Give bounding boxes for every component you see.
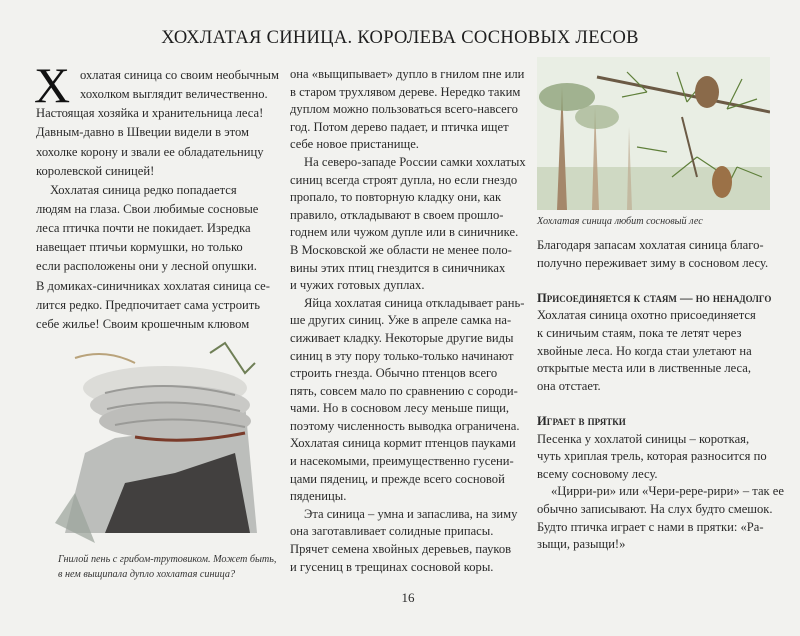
- text-line: дуплом можно пользоваться всего-навсего: [290, 102, 518, 117]
- text-line: чуть хриплая трель, которая разносится по: [537, 449, 767, 464]
- text-line: сиживает кладку. Некоторые другие виды: [290, 330, 514, 345]
- text-line: Будто птичка играет с нами в прятки: «Ра-: [537, 519, 764, 534]
- pine-forest-illustration: [537, 57, 770, 210]
- text-line: Хохлатая синица кормит птенцов пауками: [290, 436, 516, 451]
- text-line: леса птичка почти не покидает. Изредка: [36, 221, 251, 236]
- page-title: ХОХЛАТАЯ СИНИЦА. КОРОЛЕВА СОСНОВЫХ ЛЕСОВ: [161, 28, 639, 48]
- text-line: ше других синиц. Уже в апреле самка на-: [290, 313, 512, 328]
- right-image-caption: [537, 214, 777, 229]
- text-line: в старом трухлявом дереве. Нередко таким: [290, 84, 521, 99]
- text-line: чами. Но в сосновом лесу меньше пищи,: [290, 401, 510, 416]
- text-line: королевской синицей!: [36, 163, 155, 178]
- caption-line: Гнилой пень с грибом-трутовиком. Может быть,: [58, 554, 277, 565]
- paragraph-gap: [537, 395, 777, 413]
- text-line: хвойные леса. Но когда стаи улетают на: [537, 343, 752, 358]
- text-line: она отстает.: [537, 378, 601, 393]
- page-number: 16: [401, 590, 415, 605]
- text-line: Эта синица – умна и запаслива, на зиму: [304, 506, 518, 521]
- text-column-left: [34, 57, 279, 334]
- text-line: На северо-западе России самки хохлатых: [304, 154, 526, 169]
- text-line: она «выщипывает» дупло в гнилом пне или: [290, 67, 525, 81]
- text-line: и насекомыми, преимущественно гусени-: [290, 454, 514, 469]
- text-line: Песенка у хохлатой синицы – короткая,: [537, 431, 750, 446]
- text-line: Благодаря запасам хохлатая синица благо-: [537, 238, 764, 252]
- drop-cap: Х: [34, 57, 71, 113]
- text-line: и чужих готовых дуплах.: [290, 278, 425, 293]
- text-line: охлатая синица со своим необычным: [80, 68, 279, 82]
- text-line: В Московской же области не менее поло-: [290, 242, 512, 257]
- text-line: цами пядениц, и прежде всего сосновой: [290, 471, 505, 486]
- text-line: хохолком выглядит величественно.: [80, 87, 268, 102]
- text-line: лится редко. Предпочитает сама устроить: [36, 297, 260, 312]
- caption-line: Хохлатая синица любит сосновый лес: [537, 216, 703, 227]
- text-line: она заготавливает солидные припасы.: [290, 524, 494, 539]
- text-line: синиц всегда строят дупла, но если гнездо: [290, 172, 518, 187]
- text-line: год. Потом дерево падает, и птичка ищет: [290, 119, 509, 134]
- text-line: себе новое пристанище.: [290, 137, 419, 152]
- text-line: Хохлатая синица редко попадается: [50, 182, 237, 197]
- text-line: и гусениц в трещинах сосновой коры.: [290, 559, 494, 574]
- text-line: получно переживает зиму в сосновом лесу.: [537, 255, 769, 270]
- text-line: строить гнезда. Обычно птенцов всего: [290, 366, 498, 381]
- text-line: пяденицы.: [290, 489, 347, 504]
- text-line: себе жилье! Своим крошечным клювом: [36, 316, 250, 331]
- text-line: правило, откладывают в своем прошло-: [290, 207, 504, 222]
- text-line: людям на глаза. Свои любимые сосновые: [36, 201, 259, 216]
- text-line: В домиках-синичниках хохлатая синица се-: [36, 278, 270, 293]
- caption-line: в нем выщипала дупло хохлатая синица?: [58, 569, 236, 580]
- section-heading: Играет в прятки: [537, 413, 626, 428]
- text-line: Хохлатая синица охотно присоединяется: [537, 308, 756, 323]
- text-line: Яйца хохлатая синица откладывает рань-: [304, 295, 525, 310]
- stump-illustration: [45, 333, 260, 548]
- text-line: Настоящая хозяйка и хранительница леса!: [36, 106, 264, 121]
- text-line: Давным-давно в Швеции видели в этом: [36, 125, 249, 140]
- text-line: пять, совсем мало по сравнению с сороди-: [290, 383, 518, 398]
- text-line: навещает птичьи кормушки, но только: [36, 240, 243, 255]
- text-line: всему сосновому лесу.: [537, 466, 658, 481]
- left-image-caption: [58, 552, 278, 582]
- text-line: зыщи, разыщи!»: [537, 537, 626, 552]
- text-line: «Цирри-ри» или «Чери-рере-рири» – так ее: [551, 484, 784, 499]
- text-line: пропало, то повторную кладку они, как: [290, 190, 502, 205]
- text-line: открытые места или в лиственные леса,: [537, 361, 752, 376]
- text-line: если расположены они у лесной опушки.: [36, 259, 257, 274]
- text-line: годнем или чужом дупле или в синичнике.: [290, 225, 519, 240]
- text-line: вины этих птиц гнездится в синичниках: [290, 260, 506, 275]
- text-column-middle: [290, 66, 530, 576]
- text-line: Прячет семена хвойных деревьев, пауков: [290, 542, 512, 557]
- text-column-right: [537, 237, 784, 554]
- paragraph-gap: [537, 272, 777, 290]
- text-line: хохолке корону и звали ее обладательницу: [36, 144, 264, 159]
- text-line: поэтому численность выводка ограничена.: [290, 418, 520, 433]
- section-heading: Присоединяется к стаям — но ненадолго: [537, 290, 772, 305]
- text-line: синиц в эту пору только-только начинают: [290, 348, 514, 363]
- text-line: к синичьим стаям, пока те летят через: [537, 325, 742, 340]
- text-line: обычно записывают. На слух будто смешок.: [537, 501, 773, 516]
